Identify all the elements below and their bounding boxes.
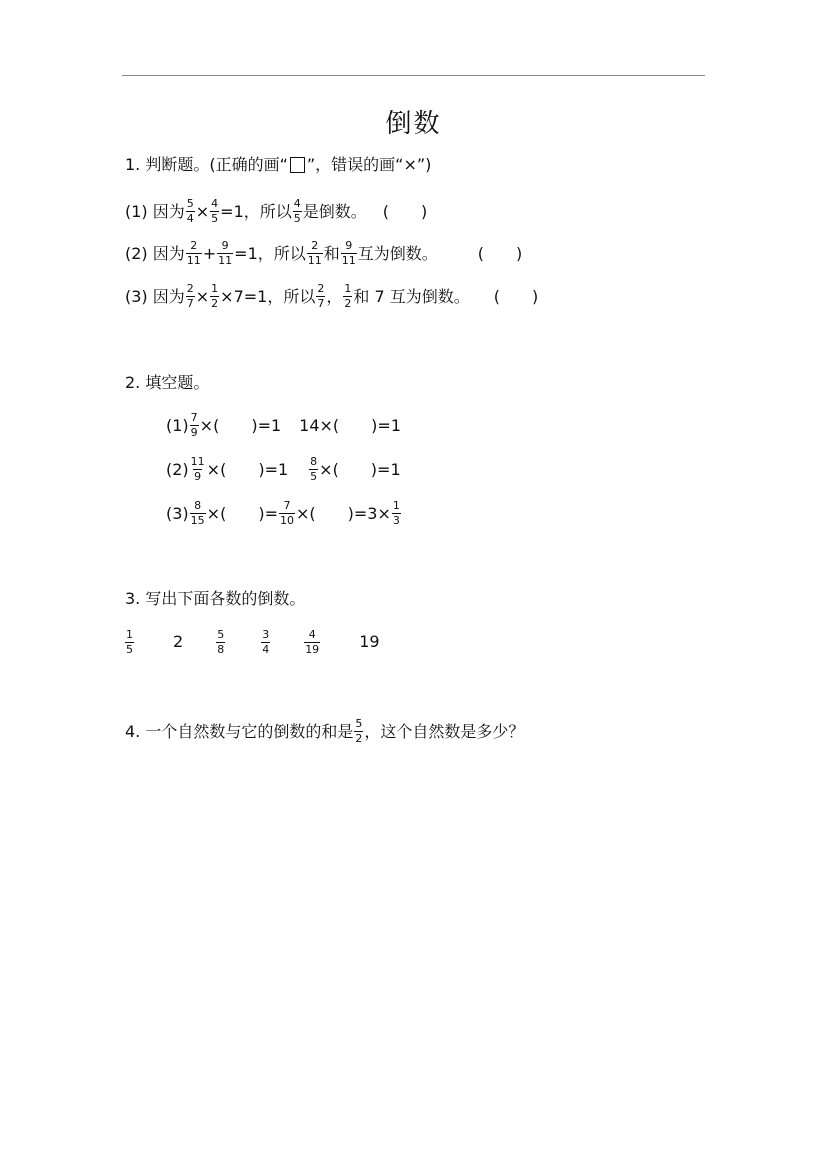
q2-row-3 xyxy=(166,500,402,527)
fraction: $\frac{2}{7}$ xyxy=(186,282,194,310)
fraction: $\frac{2}{11}$ xyxy=(186,239,201,267)
fraction: $\frac{9}{11}$ xyxy=(218,239,233,267)
answer-blank[interactable]: ( ) xyxy=(477,243,523,263)
q2-heading: 2. 填空题。 xyxy=(125,373,210,392)
fraction: $\frac{1}{2}$ xyxy=(344,282,352,310)
fraction: $\frac{8}{15}$ xyxy=(190,499,205,527)
q2-row-2 xyxy=(166,456,401,483)
fraction: $\frac{8}{5}$ xyxy=(310,455,318,483)
number: 2 xyxy=(173,632,184,651)
equation-text: =1，所以 xyxy=(220,201,292,221)
fraction: $\frac{4}{5}$ xyxy=(211,197,219,225)
comma: ， xyxy=(326,286,343,306)
cross-symbol-icon: × xyxy=(403,155,417,174)
fill-blank-expression[interactable]: ×( )=1 xyxy=(199,415,282,435)
q1-heading-end: ”) xyxy=(416,155,432,174)
equation-text: ×7=1，所以 xyxy=(220,286,316,306)
fraction: $\frac{2}{11}$ xyxy=(307,239,322,267)
q3-numbers xyxy=(124,627,380,656)
q1-item-3 xyxy=(125,283,538,310)
fraction: $\frac{2}{7}$ xyxy=(317,282,325,310)
statement-text: 和 7 互为倒数。 xyxy=(353,286,470,306)
q2-row-1 xyxy=(166,412,401,439)
fraction: $\frac{1}{5}$ xyxy=(126,627,133,656)
statement-text: 互为倒数。 xyxy=(357,243,438,263)
q1-heading-mid: ”，错误的画“ xyxy=(306,155,404,174)
fill-blank-expression[interactable]: ×( )= xyxy=(206,503,278,523)
fraction: $\frac{4}{5}$ xyxy=(293,197,301,225)
statement-text: 是倒数。 xyxy=(302,201,367,221)
fraction: $\frac{7}{9}$ xyxy=(190,411,198,439)
operator: × xyxy=(195,201,210,221)
q4-question xyxy=(125,718,524,745)
conjunction: 和 xyxy=(323,243,340,263)
fraction: $\frac{5}{2}$ xyxy=(355,717,363,745)
header-rule xyxy=(122,75,705,76)
q4-text-end: ，这个自然数是多少？ xyxy=(364,721,525,741)
q1-heading xyxy=(125,154,431,176)
fraction: $\frac{9}{11}$ xyxy=(341,239,356,267)
fraction: $\frac{5}{4}$ xyxy=(186,197,194,225)
answer-blank[interactable]: ( ) xyxy=(382,201,428,221)
operator: × xyxy=(195,286,210,306)
fill-blank-expression[interactable]: ×( )=1 xyxy=(319,459,401,479)
fraction: $\frac{3}{4}$ xyxy=(262,627,270,656)
fraction: $\frac{1}{2}$ xyxy=(211,282,219,310)
fill-blank-expression[interactable]: ×( )=1 xyxy=(206,459,289,479)
fraction: $\frac{4}{19}$ xyxy=(305,627,320,656)
fraction: $\frac{11}{9}$ xyxy=(190,455,205,483)
number: 19 xyxy=(359,632,380,651)
page-title: 倒数 xyxy=(385,109,442,139)
q2-row-label: (1) xyxy=(166,415,189,435)
q1-item-2 xyxy=(125,240,522,267)
operator: + xyxy=(202,243,217,263)
q4-text: 4. 一个自然数与它的倒数的和是 xyxy=(125,721,354,741)
fill-blank-expression[interactable]: 14×( )=1 xyxy=(299,415,401,435)
q1-item-1 xyxy=(125,198,427,225)
checkbox-symbol-icon xyxy=(290,157,305,173)
answer-blank[interactable]: ( ) xyxy=(493,286,539,306)
q1-item-label: (1) 因为 xyxy=(125,201,185,221)
q2-row-label: (2) xyxy=(166,459,189,479)
q1-item-label: (2) 因为 xyxy=(125,243,185,263)
fill-blank-expression[interactable]: ×( )=3× xyxy=(295,503,391,523)
q1-heading-text: 1. 判断题。(正确的画“ xyxy=(125,155,288,174)
q1-item-label: (3) 因为 xyxy=(125,286,185,306)
fraction: $\frac{5}{8}$ xyxy=(217,627,225,656)
fraction: $\frac{7}{10}$ xyxy=(279,499,294,527)
fraction: $\frac{1}{3}$ xyxy=(392,499,400,527)
q3-heading: 3. 写出下面各数的倒数。 xyxy=(125,589,306,608)
equation-text: =1，所以 xyxy=(234,243,306,263)
q2-row-label: (3) xyxy=(166,503,189,523)
